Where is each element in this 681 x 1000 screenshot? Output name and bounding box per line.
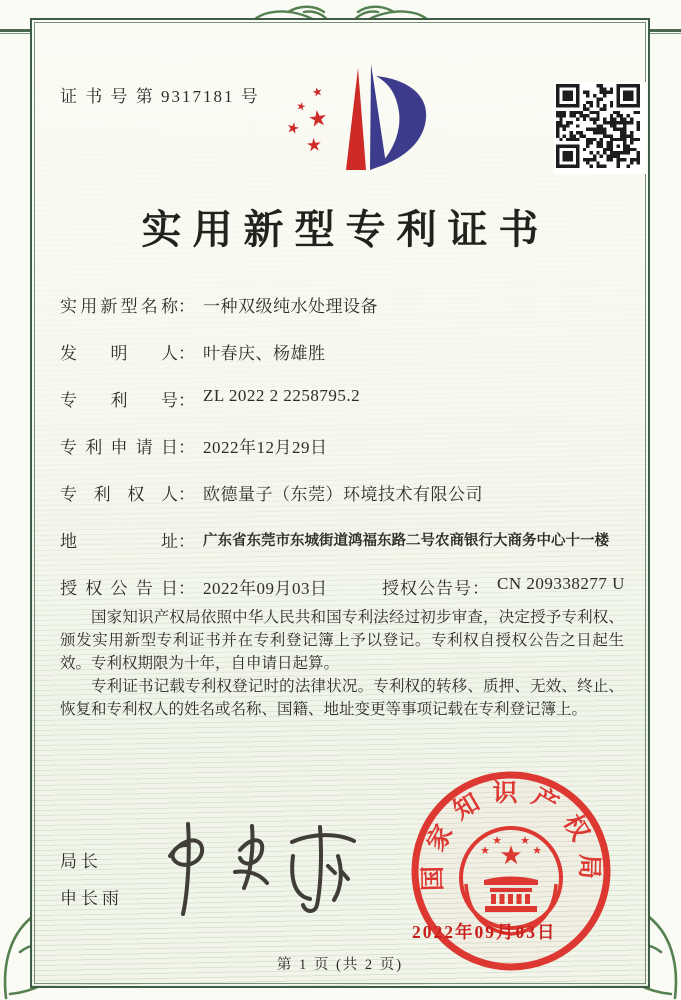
field-value: 一种双级纯水处理设备 — [203, 297, 378, 316]
field-row-address: 地址 ： 广东省东莞市东城街道鸿福东路二号农商银行大商务中心十一楼 — [60, 527, 626, 574]
seal-date: 2022年09月03日 — [412, 922, 557, 942]
commissioner-title: 局长 — [60, 852, 102, 871]
field-value: 广东省东莞市东城街道鸿福东路二号农商银行大商务中心十一楼 — [203, 533, 609, 549]
legal-text — [60, 606, 624, 721]
field-row-grant: 授权公告日 ： 2022年09月03日 授权公告号 ： CN 209338277 U — [60, 574, 625, 598]
certificate-number: 证 书 号 第 9317181 号 — [60, 87, 260, 106]
page-footer: 第 1 页 (共 2 页) — [276, 957, 404, 973]
seal-ring-text: 国家知识产权局 — [419, 780, 603, 892]
field-value: ZL 2022 2 2258795.2 — [203, 386, 361, 405]
logo-star-icon: ★ — [284, 119, 302, 139]
field-label: 地址 — [60, 532, 178, 551]
grant-date-label: 授权公告日 — [60, 579, 178, 598]
field-label: 实用新型名称 — [60, 297, 178, 316]
seal-star-icon: ★ — [492, 835, 502, 847]
seal-star-icon: ★ — [499, 841, 523, 870]
qr-code — [554, 82, 646, 174]
grant-date-value: 2022年09月03日 — [203, 579, 328, 598]
commissioner-signature-icon — [140, 812, 390, 927]
grant-no-value: CN 209338277 U — [497, 574, 625, 593]
logo-star-icon: ★ — [294, 100, 308, 114]
field-row-inventor: 发明人 ： 叶春庆、杨雄胜 — [60, 339, 626, 386]
seal-star-icon: ★ — [532, 845, 542, 857]
certificate-title: 实用新型专利证书 — [141, 207, 550, 252]
field-row-filing-date: 专利申请日 ： 2022年12月29日 — [60, 433, 626, 480]
grant-no-label: 授权公告号 — [382, 579, 472, 598]
legal-paragraph-1: 国家知识产权局依照中华人民共和国专利法经过初步审查，决定授予专利权、颁发实用新型专利证书并在专利登记簿上予以登记。专利权自授权公告之日起生效。专利权期限为十年，自申请日起算。 — [60, 609, 624, 672]
field-label: 发明人 — [60, 344, 178, 363]
field-row-name: 实用新型名称 ： 一种双级纯水处理设备 — [60, 292, 626, 339]
logo-star-icon: ★ — [305, 134, 323, 156]
certificate-page — [30, 18, 650, 988]
commissioner-name: 申长雨 — [60, 889, 123, 908]
field-label: 专利权人 — [60, 485, 178, 504]
fields-block — [60, 292, 626, 614]
field-value: 2022年12月29日 — [203, 438, 328, 457]
cnipa-round-seal-icon — [406, 766, 616, 976]
seal-star-icon: ★ — [520, 835, 530, 847]
logo-star-icon: ★ — [306, 104, 330, 133]
logo-star-icon: ★ — [310, 83, 325, 101]
field-row-patentee: 专利权人 ： 欧德量子（东莞）环境技术有限公司 — [60, 480, 626, 527]
cnipa-logo-icon — [280, 60, 430, 186]
seal-star-icon: ★ — [480, 845, 490, 857]
legal-paragraph-2: 专利证书记载专利权登记时的法律状况。专利权的转移、质押、无效、终止、恢复和专利权人的姓名或名称、国籍、地址变更等事项记载在专利登记簿上。 — [60, 678, 624, 718]
field-row-patent-no: 专利号 ： ZL 2022 2 2258795.2 — [60, 386, 361, 410]
field-label: 专利号 — [60, 391, 178, 410]
field-value: 叶春庆、杨雄胜 — [203, 344, 326, 363]
field-label: 专利申请日 — [60, 438, 178, 457]
field-value: 欧德量子（东莞）环境技术有限公司 — [203, 485, 483, 504]
